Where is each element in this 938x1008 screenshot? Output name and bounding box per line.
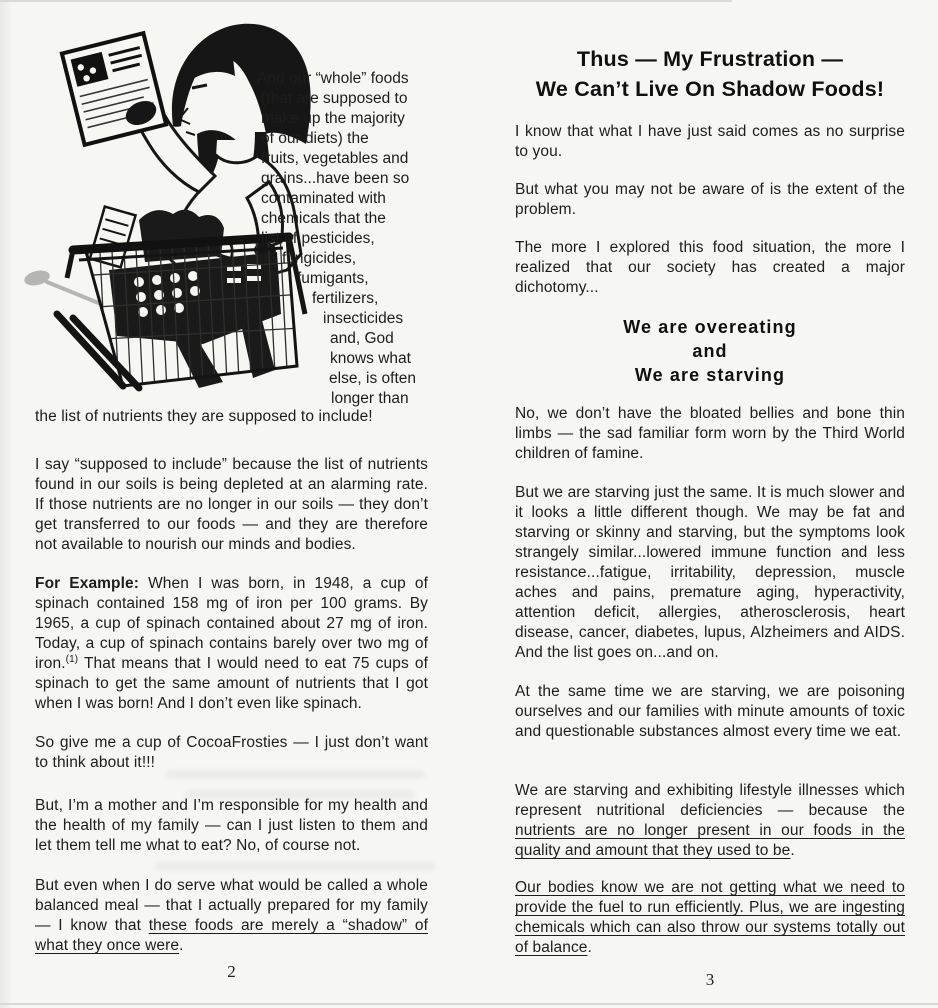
bleed-through-artifact [165, 770, 425, 779]
for-example-label: For Example: [35, 575, 140, 592]
page-number-3: 3 [705, 970, 715, 989]
paragraph-no-surprise: I know that what I have just said comes as no surprise to you. [515, 123, 905, 160]
wrapped-line: (that are supposed to [261, 90, 408, 107]
wrapped-line: fungicides, [282, 250, 357, 267]
paragraph-mother-responsible: But, I’m a mother and I’m responsible for my health and the health of my family — can I just listen to them and let them tell me what to eat? No, of course not. [35, 797, 428, 854]
wrapped-line: and, God [330, 330, 394, 347]
footnote-reference-1: (1) [65, 653, 79, 665]
paragraph-poisoning: At the same time we are starving, we are poisoning ourselves and our families with minute amounts of toxic and questionable substances almost every time we eat. [515, 683, 905, 740]
paragraph-supposed-to-include: I say “supposed to include” because the list of nutrients found in our soils is being depleted at an alarming rate. If those nutrients are no longer in our soils — they don’t get transferred to our foods — and they are therefore not available to nourish our minds and bodies. [35, 456, 428, 553]
wrapped-line: grains...have been so [261, 170, 410, 187]
for-example-text: When I was born, in 1948, a cup of spinach contained 158 mg of iron per 100 grams. By 1965, a cup of spinach contained about 27 mg of iron. Today, a cup of spinach contains barely over two mg of iron. [35, 575, 428, 672]
spoon-shape [23, 268, 101, 304]
paragraph-shadow-foods [35, 876, 428, 956]
wrapped-line: knows what [330, 350, 411, 367]
chapter-title-line-2: We Can’t Live On Shadow Foods! [535, 77, 885, 101]
wrapped-line: of our diets) the [261, 130, 369, 147]
page-number-2: 2 [227, 962, 236, 981]
paragraph-cocoafrosties: So give me a cup of CocoaFrosties — I just don’t want to think about it!!! [35, 734, 428, 771]
intro-tail-line: the list of nutrients they are supposed to include! [35, 408, 373, 425]
lifestyle-paragraph-period: . [790, 842, 795, 859]
nutrients-underlined-phrase: nutrients are no longer present in our foods in the quality and amount that they used to be [515, 822, 905, 859]
wrapped-line: longer than [331, 390, 409, 407]
page-2 [35, 0, 428, 1008]
chapter-title [515, 44, 905, 104]
bodies-paragraph-period: . [587, 939, 592, 956]
bleed-through-artifact [185, 790, 415, 799]
paragraph-dichotomy: The more I explored this food situation, the more I realized that our society has created a major dichotomy... [515, 239, 905, 296]
subheading-line-2: and [692, 341, 728, 361]
bodies-underlined-text: Our bodies know we are not getting what we need to provide the fuel to run efficiently. Plus, we are ingesting chemicals which can also throw our systems totally out of balance [515, 879, 905, 956]
shadow-paragraph-period: . [179, 937, 184, 954]
page-3 [515, 0, 905, 1008]
wrapped-line: fertilizers, [312, 290, 379, 307]
subheading-line-1: We are overeating [623, 317, 797, 337]
paragraph-lifestyle-illnesses [515, 781, 905, 861]
cereal-box-shape [62, 33, 166, 145]
wrapped-line: insecticides [323, 310, 404, 327]
wrapped-line: chemicals that the [261, 210, 386, 227]
for-example-text-continued: That means that I would need to eat 75 cups of spinach to get the same amount of nutrients that I got when I was born! And I don’t even like spinach. [35, 655, 428, 712]
wrapped-line: list of pesticides, [261, 230, 375, 247]
shadow-underlined-phrase: these foods are merely a “shadow” of what they once were [35, 917, 428, 954]
wrapped-line: fruits, vegetables and [261, 150, 409, 167]
paragraph-for-example [35, 574, 428, 714]
wrapped-line: And our “whole” foods [257, 70, 409, 87]
paragraph-starving-symptoms: But we are starving just the same. It is much slower and it looks a little different though. We may be fat and starving or skinny and starving, but the symptoms look strangely similar...lowered immune function and less resistance...fatigue, irritability, depression, muscle aches and pains, premature aging, hyperactivity, attention deficit, allergies, atherosclerosis, heart disease, cancer, diabetes, lupus, Alzheimers and AIDS. And the list goes on...and on. [515, 484, 905, 661]
wrapped-line: else, is often [329, 370, 417, 387]
scan-edge-top [0, 0, 732, 2]
scan-edge-bottom [0, 1003, 938, 1005]
chapter-title-line-1: Thus — My Frustration — [576, 47, 844, 71]
bleed-through-artifact [155, 862, 435, 871]
shadow-paragraph-text: But even when I do serve what would be called a whole balanced meal — that I actually prepared for my family — I know that [35, 877, 428, 934]
wrapped-line: make up the majority [261, 110, 405, 127]
paragraph-bodies-know [515, 878, 905, 958]
wrapped-line: fumigants, [297, 270, 369, 287]
paragraph-bloated-bellies: No, we don’t have the bloated bellies and bone thin limbs — the sad familiar form worn by the Third World children of famine. [515, 405, 905, 462]
lifestyle-paragraph-text: We are starving and exhibiting lifestyle illnesses which represent nutritional deficiencies — because the [515, 782, 905, 819]
subheading-overeating-starving [515, 315, 905, 387]
wrapped-line: contaminated with [261, 190, 386, 207]
intro-wrapped-text [257, 69, 442, 409]
paragraph-extent-of-problem: But what you may not be aware of is the extent of the problem. [515, 181, 905, 218]
subheading-line-3: We are starving [634, 365, 786, 385]
